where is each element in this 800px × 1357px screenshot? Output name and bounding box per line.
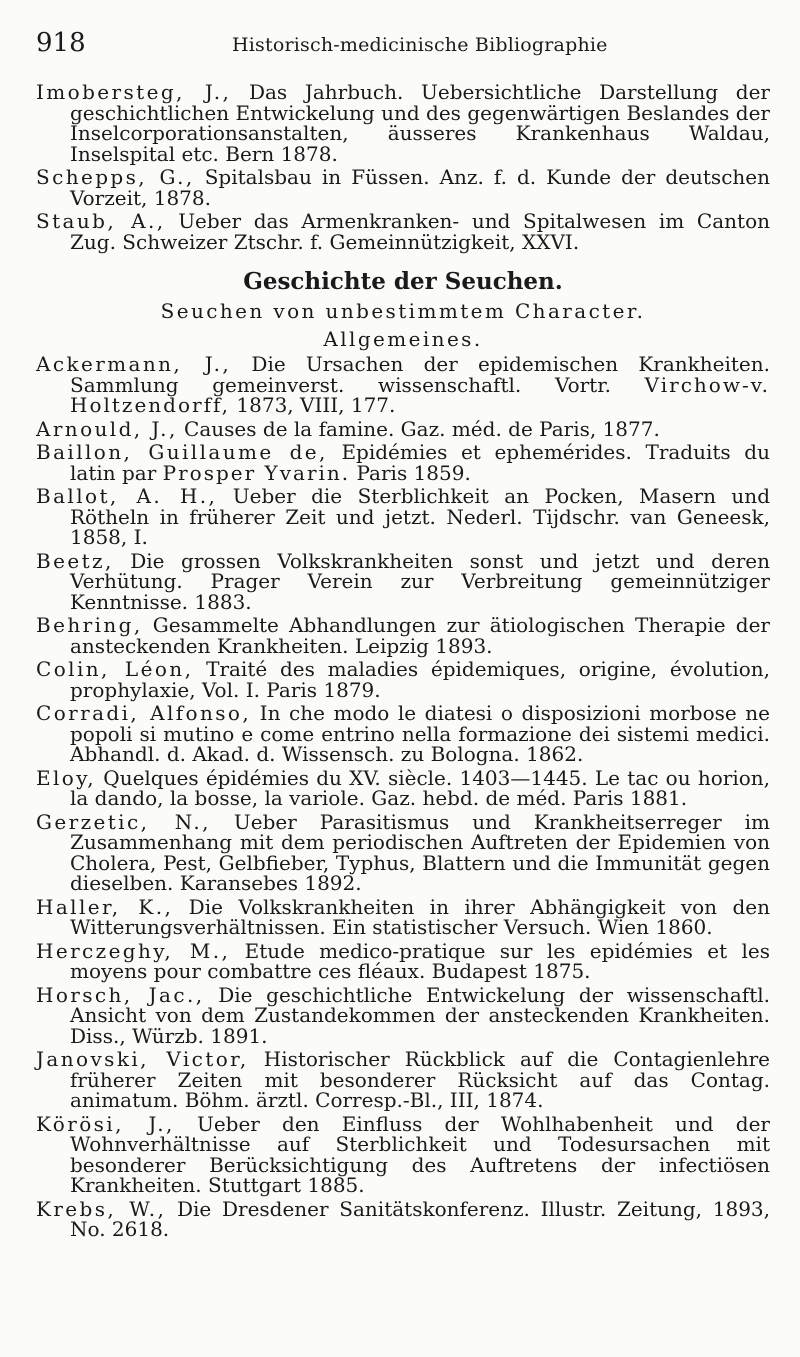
bibliography-entry: [36, 765, 770, 810]
bibliography-entry: [36, 938, 770, 983]
entry-author: Colin, Léon,: [36, 657, 194, 681]
bibliography-entry: [36, 354, 770, 416]
entry-text: Die Volkskrankheiten in ihrer Abhängigkeit von den Witterungsverhältnissen. Ein statistischer Versuch. Wien 1860.: [70, 894, 770, 939]
entry-text: Spitalsbau in Füssen. Anz. f. d. Kunde der deutschen Vorzeit, 1878.: [70, 165, 770, 210]
bibliography-entry: [36, 1196, 770, 1241]
entry-spaced-name: Virchow-v. Holtzendorff,: [70, 372, 770, 417]
entry-text-tail: 1873, VIII, 177.: [230, 393, 396, 417]
entry-text: Gesammelte Abhandlungen zur ätiologischen Therapie der ansteckenden Krankheiten. Leipzig 1893.: [70, 613, 770, 658]
entry-text: Die Dresdener Sanitätskonferenz. Illustr. Zeitung, 1893, No. 2618.: [70, 1196, 770, 1241]
entry-text: Ueber den Einfluss der Wohlhabenheit und der Wohnverhältnisse auf Sterblichkeit und Todesursachen mit besonderer Berücksichtigung des Auftretens der infectiösen Krankheiten. Stuttgart 1885.: [70, 1111, 770, 1197]
entry-text: Causes de la famine. Gaz. méd. de Paris, 1877.: [177, 416, 660, 441]
section-title: Geschichte der Seuchen.: [243, 268, 563, 295]
running-title: Historisch-medicinische Bibliographie: [232, 34, 608, 56]
entry-text: Epidémies et ephemérides. Traduits du latin par: [70, 440, 770, 485]
entry-text: Traité des maladies épidemiques, origine, évolution, prophylaxie, Vol. I. Paris 1879.: [70, 657, 771, 702]
entry-text: Die Ursachen der epidemischen Krankheiten. Sammlung gemeinverst. wissenschaftl. Vortr.: [70, 352, 770, 397]
bibliography-entry: [36, 615, 770, 656]
entry-text: Historischer Rückblick auf die Contagienlehre früherer Zeiten mit besonderer Rücksicht auf das Contag. animatum. Böhm. ärztl. Corresp.-Bl., III, 1874.: [70, 1047, 770, 1112]
subsection-title: Seuchen von unbestimmtem Character.: [160, 299, 646, 323]
entry-author: Herczeghy, M.,: [36, 938, 231, 963]
bibliography-entry: [36, 703, 770, 765]
entry-text: Das Jahrbuch. Uebersichtliche Darstellung der geschichtlichen Entwickelung und des gegenwärtigen Beslandes der Inselcorporationsanstalten, äusseres Krankenhaus Waldau, Inselspital etc. Bern 1878.: [70, 80, 770, 166]
entry-author: Eloy,: [36, 765, 97, 790]
page-number: 918: [36, 28, 86, 58]
bibliography-entry: [36, 442, 770, 483]
entry-author: Schepps, G.,: [36, 165, 195, 189]
entry-author: Ballot, A. H.,: [36, 484, 218, 508]
entry-author: Ackermann, J.,: [36, 352, 232, 376]
entries-after: [36, 354, 770, 1240]
entry-author: Corradi, Alfonso,: [36, 701, 252, 725]
entry-text: In che modo le diatesi o disposizioni morbose ne popoli si mutino e come entrino nella formazione dei sistemi medici. Abhandl. d. Akad. d. Wissensch. zu Bologna. 1862.: [70, 701, 770, 766]
running-head: [36, 28, 770, 82]
entry-author: Imobersteg, J.,: [36, 80, 232, 104]
entry-author: Gerzetic, N.,: [36, 809, 211, 834]
entry-spaced-name: Prosper Yvarin.: [162, 460, 351, 485]
bibliography-entry: [36, 894, 770, 939]
bibliography-entry: [36, 659, 770, 700]
bibliography-entry: [36, 809, 771, 895]
entry-text-tail: Paris 1859.: [350, 460, 471, 485]
entry-author: Arnould, J.,: [36, 416, 178, 441]
entry-text: Ueber das Armenkranken- und Spitalwesen im Canton Zug. Schweizer Ztschr. f. Gemeinnützigkeit, XXVI.: [70, 209, 770, 254]
entry-author: Körösi, J.,: [36, 1111, 175, 1136]
bibliography-entry: [36, 548, 770, 614]
bibliography-entry: [36, 1111, 770, 1197]
entry-text: Ueber Parasitismus und Krankheitserreger im Zusammenhang mit dem periodischen Auftreten der Epidemien von Cholera, Pest, Gelbfieber, Typhus, Blattern und die Immunität gegen dieselben. Karansebes 1892.: [70, 809, 771, 895]
entry-text: Ueber die Sterblichkeit an Pocken, Masern und Rötheln in früherer Zeit und jetzt. Nederl. Tijdschr. van Geneesk, 1858, I.: [70, 484, 770, 549]
entry-text: Die grossen Volkskrankheiten sonst und jetzt und deren Verhütung. Prager Verein zur Verbreitung gemeinnütziger Kenntnisse. 1883.: [70, 548, 770, 614]
entry-text: Die geschichtliche Entwickelung der wissenschaftl. Ansicht von dem Zustandekommen der ansteckenden Krankheiten. Diss., Würzb. 1891.: [70, 982, 770, 1048]
bibliography-entry: [36, 1049, 770, 1111]
entry-text: Quelques épidémies du XV. siècle. 1403—1445. Le tac ou horion, la dando, la bosse, la variole. Gaz. hebd. de méd. Paris 1881.: [70, 765, 770, 810]
bibliography-entry: [36, 82, 770, 164]
entry-author: Janovski, Victor,: [36, 1047, 249, 1071]
entry-author: Horsch, Jac.,: [36, 982, 205, 1007]
bibliography-entry: [36, 211, 770, 252]
entry-author: Staub, A.,: [36, 209, 166, 233]
subsubsection-title: Allgemeines.: [323, 327, 483, 351]
bibliography-entry: [36, 167, 770, 208]
entry-author: Beetz,: [36, 548, 114, 573]
entry-author: Behring,: [36, 613, 143, 637]
entry-text: Etude medico-pratique sur les epidémies et les moyens pour combattre ces fléaux. Budapest 1875.: [70, 938, 770, 983]
entry-author: Baillon, Guillaume de,: [36, 440, 328, 464]
entry-author: Haller, K.,: [36, 894, 174, 919]
bibliography-entry: [36, 486, 770, 548]
entries-before: [36, 82, 770, 252]
bibliography-entry: [36, 982, 770, 1048]
entry-author: Krebs, W.,: [36, 1196, 167, 1221]
bibliography-entry: [36, 416, 770, 441]
